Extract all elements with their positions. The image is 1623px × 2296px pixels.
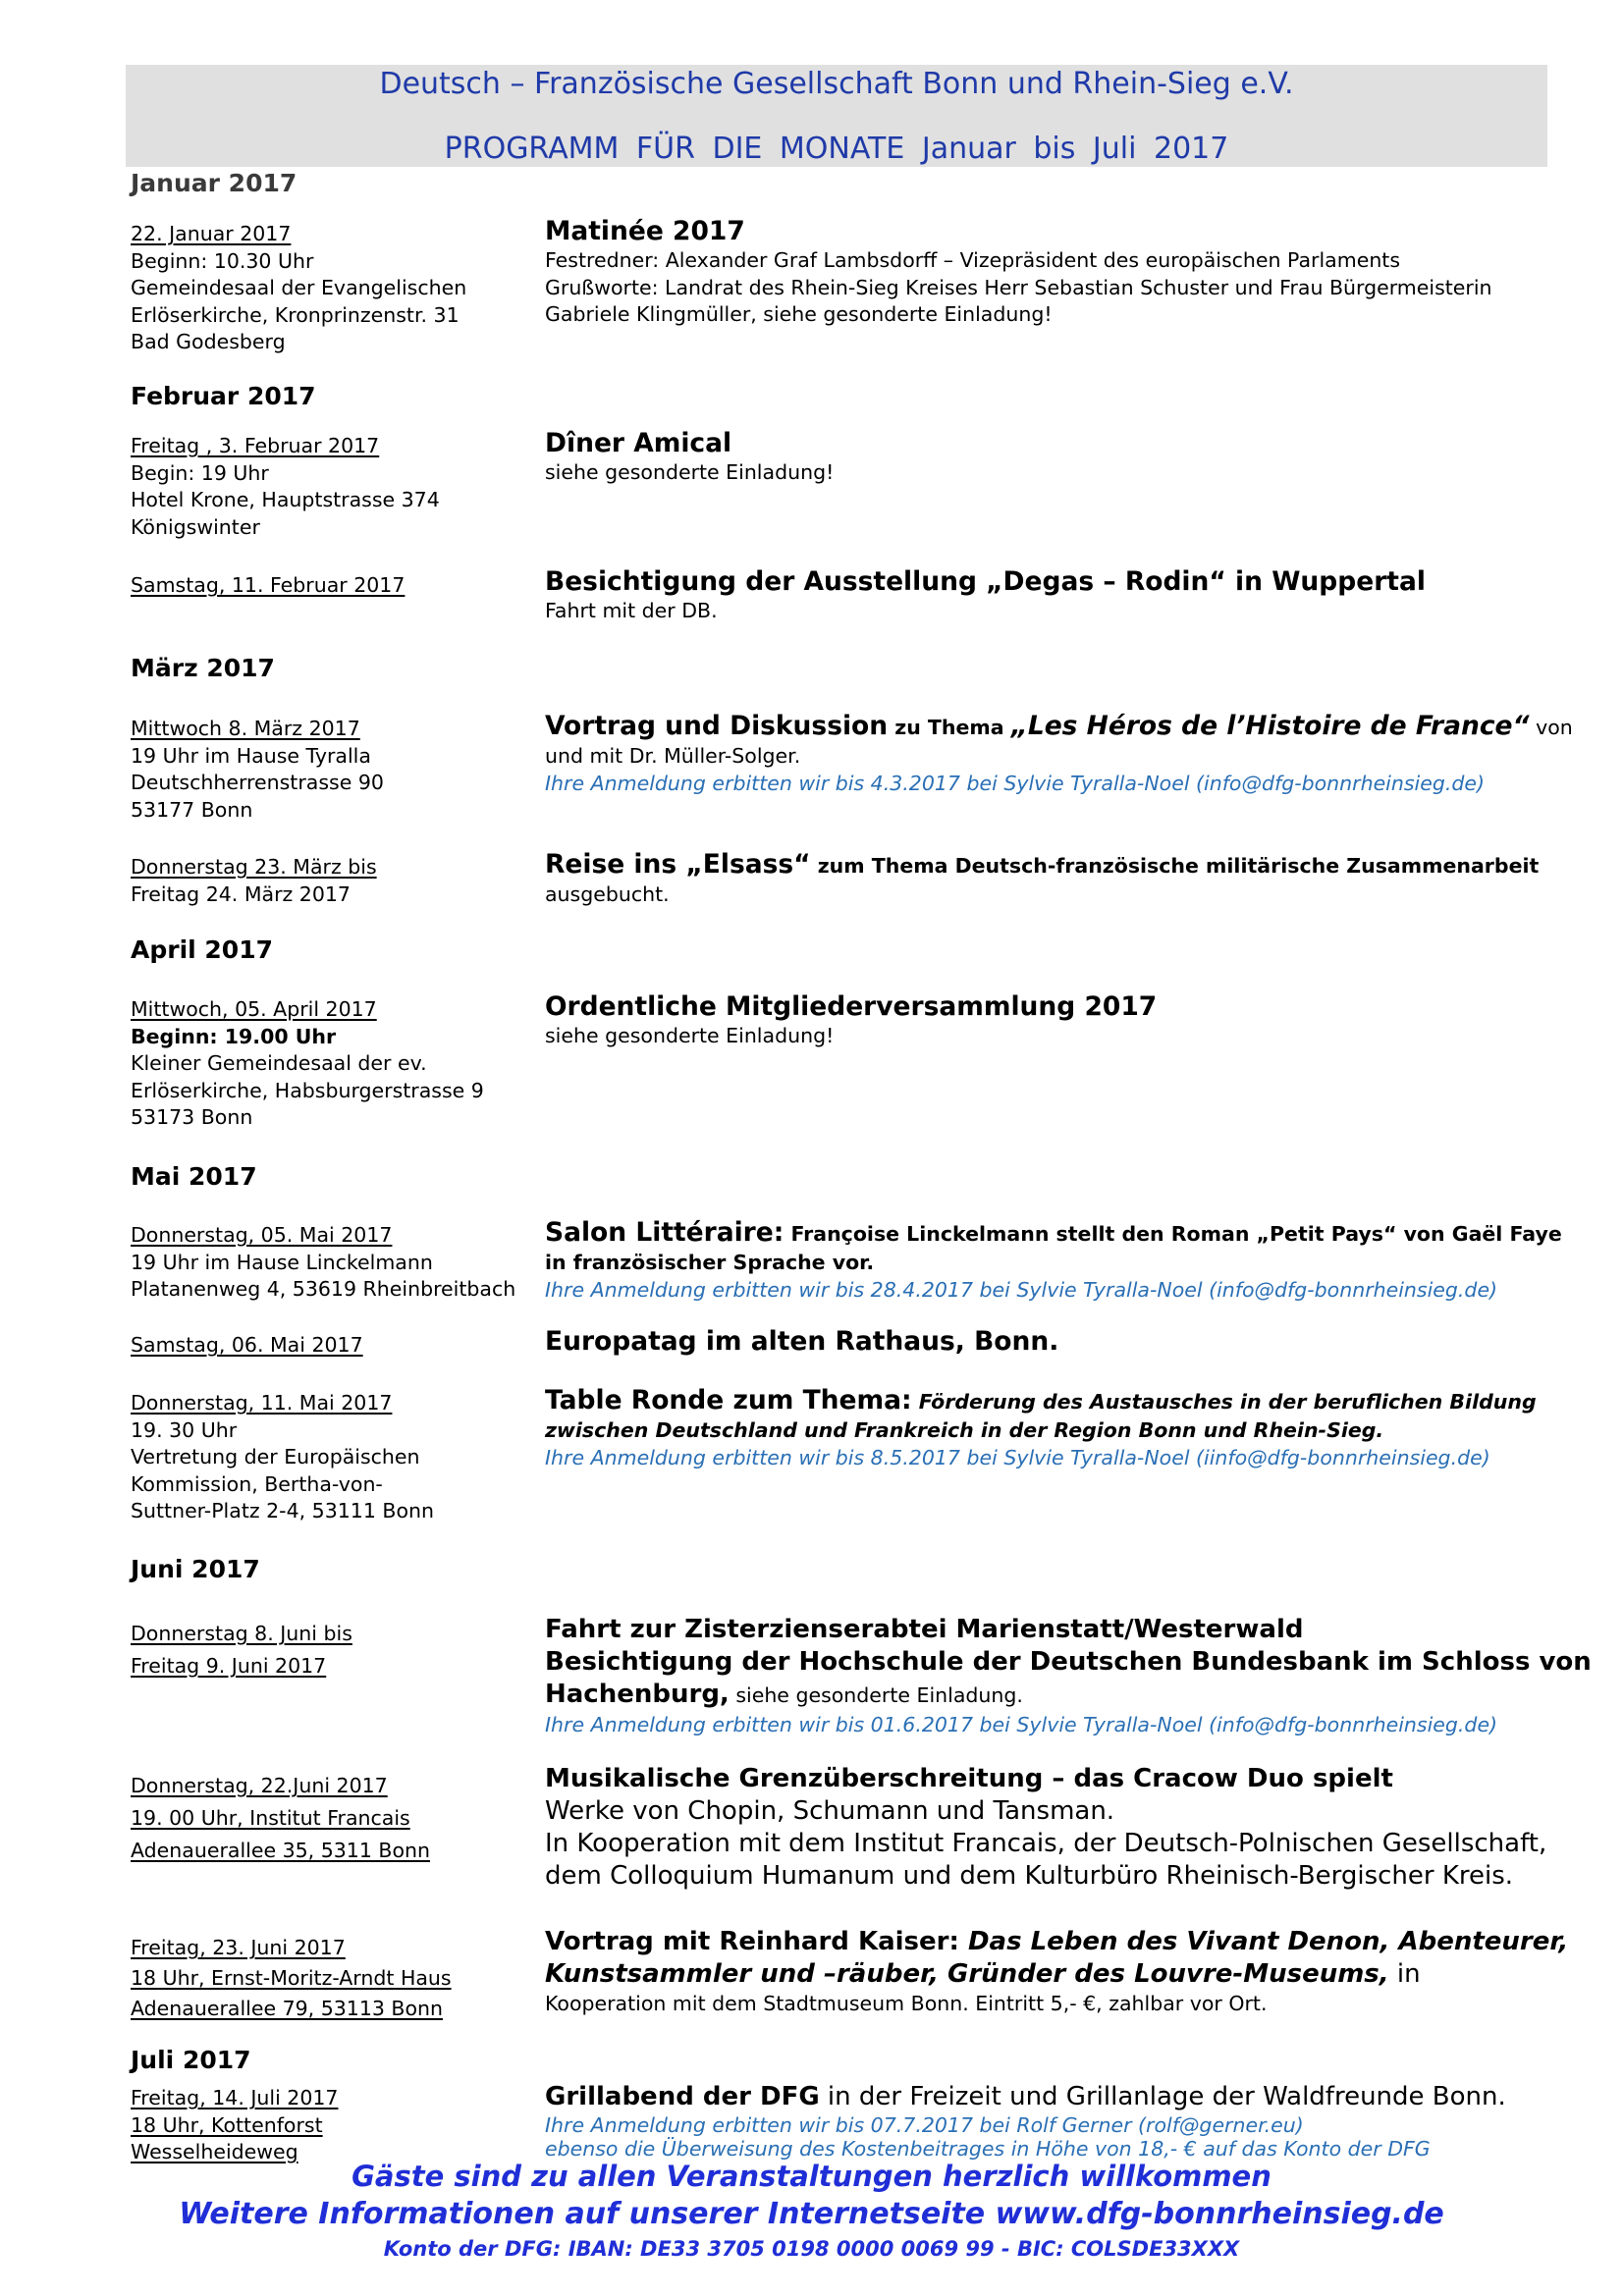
event-title: [545, 1217, 1562, 1250]
event-desc-line: In Kooperation mit dem Institut Francais, der Deutsch-Polnischen Gesellschaft,: [545, 1829, 1547, 1858]
month-heading-februar: Februar 2017: [131, 382, 316, 410]
event-info-line: 53173 Bonn: [131, 1105, 253, 1129]
event-info-line: Kleiner Gemeindesaal der ev.: [131, 1051, 427, 1075]
event-info-line: Hotel Krone, Hauptstrasse 374: [131, 488, 440, 511]
event-desc-line: dem Colloquium Humanum und dem Kulturbüro Rheinisch-Bergischer Kreis.: [545, 1861, 1514, 1891]
month-heading-januar: Januar 2017: [131, 169, 298, 197]
event-address: Wesselheideweg: [131, 2140, 298, 2163]
event-title-main: Vortrag und Diskussion: [545, 711, 889, 741]
event-date: Donnerstag, 05. Mai 2017: [131, 1223, 393, 1247]
month-heading-juni: Juni 2017: [131, 1555, 260, 1583]
event-title-second: Besichtigung der Hochschule der Deutschen Bundesbank im Schloss von: [545, 1647, 1592, 1677]
event-description-block: [545, 711, 1573, 797]
event-info-line: Bad Godesberg: [131, 330, 286, 353]
event-address: Adenauerallee 79, 53113 Bonn: [131, 1997, 444, 2020]
event-description-block: [545, 1926, 1569, 2018]
event-date: Mittwoch 8. März 2017: [131, 717, 360, 740]
event-date: Freitag, 23. Juni 2017: [131, 1936, 346, 1959]
event-info-line: Begin: 19 Uhr: [131, 460, 269, 485]
event-date-block: [131, 433, 523, 541]
event-desc-line: Kooperation mit dem Stadtmuseum Bonn. Eintritt 5,- €, zahlbar vor Ort.: [545, 1992, 1268, 2015]
event-desc-line: Festredner: Alexander Graf Lambsdorff – Vizepräsident des europäischen Parlaments: [545, 248, 1401, 272]
registration-note: Ihre Anmeldung erbitten wir bis 4.3.2017 bei Sylvie Tyralla-Noel (info@dfg-bonnrheinsieg.de): [545, 771, 1486, 795]
event-info-line: Kommission, Bertha-von-: [131, 1471, 383, 1496]
event-info-line: 19. 30 Uhr: [131, 1417, 238, 1442]
event-info-line: Gemeindesaal der Evangelischen: [131, 276, 467, 299]
event-description-block: [545, 1326, 1556, 1358]
event-title-main: Vortrag mit Reinhard Kaiser:: [545, 1927, 959, 1956]
event-title-main: Reise ins „Elsass“: [545, 849, 811, 880]
event-date-block: [131, 221, 523, 356]
event-date-end: Freitag 9. Juni 2017: [131, 1654, 327, 1678]
event-description-block: [545, 1614, 1592, 1739]
event-date-block: [131, 1390, 523, 1525]
event-info-line: Deutschherrenstrasse 90: [131, 771, 384, 794]
event-date: Freitag, 14. Juli 2017: [131, 2086, 339, 2109]
program-title: PROGRAMM FÜR DIE MONATE Januar bis Juli 2017: [444, 132, 1229, 166]
event-title-location: in der Freizeit und Grillanlage der Waldfreunde Bonn.: [819, 2082, 1506, 2111]
event-date-block: [131, 1332, 523, 1360]
event-title-continuation: [545, 1958, 1556, 1991]
event-date: Donnerstag 23. März bis: [131, 855, 377, 879]
event-title: Europatag im alten Rathaus, Bonn.: [545, 1326, 1059, 1357]
event-title: [545, 1926, 1569, 1958]
event-description-block: [545, 216, 1556, 329]
registration-note: Ihre Anmeldung erbitten wir bis 28.4.2017 bei Sylvie Tyralla-Noel (info@dfg-bonnrheinsieg.de): [545, 1277, 1498, 1302]
event-address: Adenauerallee 35, 5311 Bonn: [131, 1839, 430, 1862]
event-date-block: [131, 996, 523, 1132]
event-topic: „Les Héros de l’Histoire de France“: [1010, 711, 1530, 741]
event-title-connector: zu Thema: [888, 716, 1011, 739]
event-date-block: [131, 2085, 523, 2166]
event-date-block: [131, 854, 523, 908]
event-info-line: Vertretung der Europäischen: [131, 1445, 420, 1468]
event-title: Ordentliche Mitgliederversammlung 2017: [545, 991, 1158, 1022]
event-title-main: Table Ronde zum Thema:: [545, 1385, 912, 1415]
event-title-main: Salon Littéraire:: [545, 1217, 784, 1248]
event-title-note: siehe gesonderte Einladung.: [729, 1683, 1023, 1707]
event-title: Musikalische Grenzüberschreitung – das Cracow Duo spielt: [545, 1764, 1393, 1793]
event-title: Matinée 2017: [545, 216, 745, 246]
event-description-block: [545, 2081, 1556, 2161]
footer-welcome: Gäste sind zu allen Veranstaltungen herzlich willkommen: [352, 2160, 1271, 2193]
event-info-line: Erlöserkirche, Kronprinzenstr. 31: [131, 302, 460, 327]
event-desc-line: Werke von Chopin, Schumann und Tansman.: [545, 1796, 1115, 1826]
event-info-line: 19 Uhr im Hause Linckelmann: [131, 1250, 433, 1274]
event-info-line: Erlöserkirche, Habsburgerstrasse 9: [131, 1078, 484, 1102]
event-description-block: [545, 1217, 1562, 1304]
event-info-line: Freitag 24. März 2017: [131, 881, 351, 906]
event-date-block: [131, 1222, 523, 1304]
event-title: [545, 1385, 1556, 1417]
event-desc-line: siehe gesonderte Einladung!: [545, 1024, 835, 1047]
event-time-place: 19. 00 Uhr, Institut Francais: [131, 1806, 410, 1830]
month-heading-april: April 2017: [131, 935, 273, 964]
event-description-block: [545, 849, 1556, 909]
footer-bank-account: Konto der DFG: IBAN: DE33 3705 0198 0000 0069 99 - BIC: COLSDE33XXX: [383, 2237, 1240, 2261]
event-title-topic: zum Thema Deutsch-französische militärische Zusammenarbeit: [810, 854, 1540, 878]
event-desc-line: Fahrt mit der DB.: [545, 599, 718, 622]
event-desc-line: siehe gesonderte Einladung!: [545, 460, 835, 484]
event-info-line: Beginn: 10.30 Uhr: [131, 248, 314, 273]
event-desc-line: Gabriele Klingmüller, siehe gesonderte Einladung!: [545, 302, 1053, 326]
event-desc-line: Grußworte: Landrat des Rhein-Sieg Kreises Herr Sebastian Schuster und Frau Bürgermeisterin: [545, 275, 1492, 299]
event-title-third: [545, 1679, 1556, 1712]
registration-note: Ihre Anmeldung erbitten wir bis 01.6.2017 bei Sylvie Tyralla-Noel (info@dfg-bonnrheinsieg.de): [545, 1713, 1498, 1736]
month-heading-juli: Juli 2017: [131, 2046, 251, 2074]
event-date: Donnerstag 8. Juni bis: [131, 1622, 352, 1645]
event-description-block: [545, 428, 1556, 487]
event-topic-continuation: Kunstsammler und –räuber, Gründer des Louvre-Museums,: [545, 1959, 1389, 1989]
event-info-line: Platanenweg 4, 53619 Rheinbreitbach: [131, 1277, 516, 1301]
month-heading-maerz: März 2017: [131, 654, 275, 682]
event-info-line: Königswinter: [131, 514, 260, 539]
payment-note: ebenso die Überweisung des Kostenbeitrages in Höhe von 18,- € auf das Konto der DFG: [545, 2137, 1431, 2161]
event-date-block: [131, 1770, 523, 1867]
month-heading-mai: Mai 2017: [131, 1162, 257, 1191]
event-topic: Förderung des Austausches in der beruflichen Bildung: [911, 1390, 1537, 1414]
event-begin-time: Beginn: 19.00 Uhr: [131, 1024, 337, 1048]
event-info-line: 53177 Bonn: [131, 797, 253, 822]
event-description-block: [545, 1385, 1556, 1471]
event-description-block: [545, 991, 1556, 1050]
event-date: Mittwoch, 05. April 2017: [131, 997, 377, 1021]
event-title-main: Grillabend der DFG: [545, 2082, 820, 2111]
event-date: 22. Januar 2017: [131, 222, 292, 245]
event-title: [545, 2081, 1556, 2113]
event-title: Dîner Amical: [545, 428, 732, 458]
event-description-block: [545, 1763, 1556, 1893]
event-title-topic: Françoise Linckelmann stellt den Roman „Petit Pays“ von Gaël Faye: [784, 1222, 1562, 1246]
event-title: [545, 711, 1573, 743]
event-title-suffix: von: [1529, 716, 1573, 739]
event-title-continuation: in französischer Sprache vor.: [545, 1251, 875, 1274]
event-desc-line: und mit Dr. Müller-Solger.: [545, 744, 801, 768]
event-title: [545, 849, 1556, 881]
event-description-block: [545, 566, 1556, 625]
registration-note: Ihre Anmeldung erbitten wir bis 8.5.2017 bei Sylvie Tyralla-Noel (iinfo@dfg-bonnrheinsieg.de): [545, 1445, 1490, 1469]
event-topic-continuation: zwischen Deutschland und Frankreich in der Region Bonn und Rhein-Sieg.: [545, 1418, 1384, 1442]
event-date: Freitag , 3. Februar 2017: [131, 434, 380, 457]
event-date-block: [131, 1618, 523, 1682]
event-date: Samstag, 11. Februar 2017: [131, 573, 406, 597]
event-info-line: Suttner-Platz 2-4, 53111 Bonn: [131, 1499, 434, 1522]
event-date-block: [131, 1933, 523, 2024]
event-date-block: [131, 572, 523, 600]
event-date: Donnerstag, 11. Mai 2017: [131, 1391, 393, 1415]
event-topic: Das Leben des Vivant Denon, Abenteurer,: [958, 1927, 1569, 1956]
event-title: Besichtigung der Ausstellung „Degas – Rodin“ in Wuppertal: [545, 566, 1426, 597]
event-title: Fahrt zur Zisterzienserabtei Marienstatt/Westerwald: [545, 1615, 1304, 1644]
event-date: Samstag, 06. Mai 2017: [131, 1333, 363, 1357]
footer-website: Weitere Informationen auf unserer Internetseite www.dfg-bonnrheinsieg.de: [179, 2197, 1444, 2231]
event-time-place: 18 Uhr, Kottenforst: [131, 2112, 323, 2137]
event-time-place: 18 Uhr, Ernst-Moritz-Arndt Haus: [131, 1966, 452, 1990]
event-title-place: Hachenburg,: [545, 1680, 730, 1709]
event-date: Donnerstag, 22.Juni 2017: [131, 1774, 388, 1797]
event-date-block: [131, 716, 523, 824]
society-name: Deutsch – Französische Gesellschaft Bonn und Rhein-Sieg e.V.: [379, 67, 1294, 101]
event-desc-line: ausgebucht.: [545, 882, 670, 906]
event-title-suffix: in: [1388, 1959, 1421, 1989]
registration-note: Ihre Anmeldung erbitten wir bis 07.7.2017 bei Rolf Gerner (rolf@gerner.eu): [545, 2113, 1304, 2137]
event-info-line: 19 Uhr im Hause Tyralla: [131, 743, 371, 768]
